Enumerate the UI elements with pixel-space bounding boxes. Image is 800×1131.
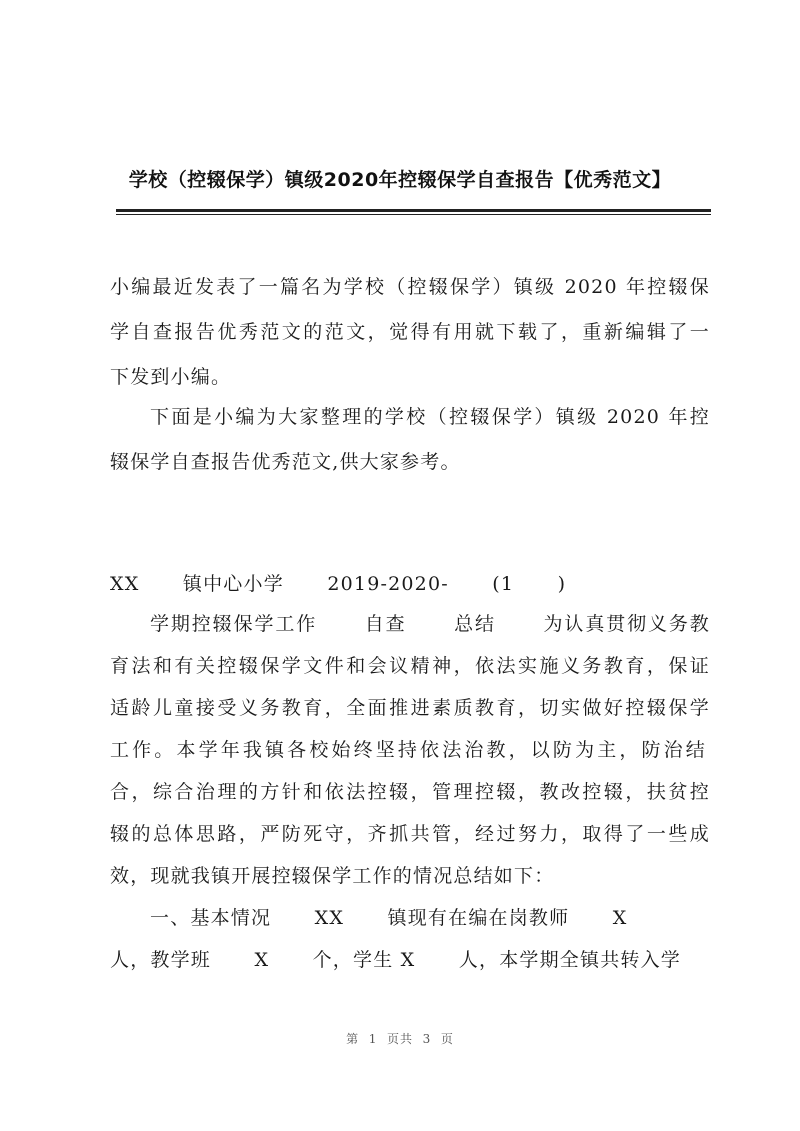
body-line: 一、基本情况 XX 镇现有在编在岗教师 X (150, 907, 628, 929)
body-line: XX 镇中心小学 2019-2020- (1 ) (110, 573, 567, 595)
body-line: 辍保学自查报告优秀范文,供大家参考。 (110, 451, 461, 473)
page-number-footer: 第 1 页共 3 页 (346, 1032, 454, 1046)
body-line: 学期控辍保学工作 自查 总结 为认真贯彻义务教 (150, 613, 710, 635)
body-line: 下面是小编为大家整理的学校（控辍保学）镇级 2020 年控 (150, 406, 710, 428)
body-line: 辍的总体思路，严防死守，齐抓共管，经过努力，取得了一些成 (110, 823, 710, 845)
body-line: 人，教学班 X 个，学生 X 人，本学期全镇共转入学 (110, 949, 682, 971)
title-divider-thin (116, 214, 711, 215)
body-line: 下发到小编。 (110, 366, 232, 388)
body-line: 小编最近发表了一篇名为学校（控辍保学）镇级 2020 年控辍保 (110, 276, 710, 298)
body-line: 育法和有关控辍保学文件和会议精神，依法实施义务教育，保证 (110, 655, 710, 677)
body-line: 工作。本学年我镇各校始终坚持依法治教，以防为主，防治结 (110, 739, 706, 761)
document-title: 学校（控辍保学）镇级2020年控辍保学自查报告【优秀范文】 (128, 169, 672, 191)
body-line: 效，现就我镇开展控辍保学工作的情况总结如下： (110, 865, 555, 887)
body-line: 适龄儿童接受义务教育，全面推进素质教育，切实做好控辍保学 (110, 697, 710, 719)
body-line: 学自查报告优秀范文的范文，觉得有用就下载了，重新编辑了一 (110, 321, 710, 343)
title-divider-thick (116, 209, 711, 212)
body-line: 合，综合治理的方针和依法控辍，管理控辍，教改控辍，扶贫控 (110, 781, 710, 803)
